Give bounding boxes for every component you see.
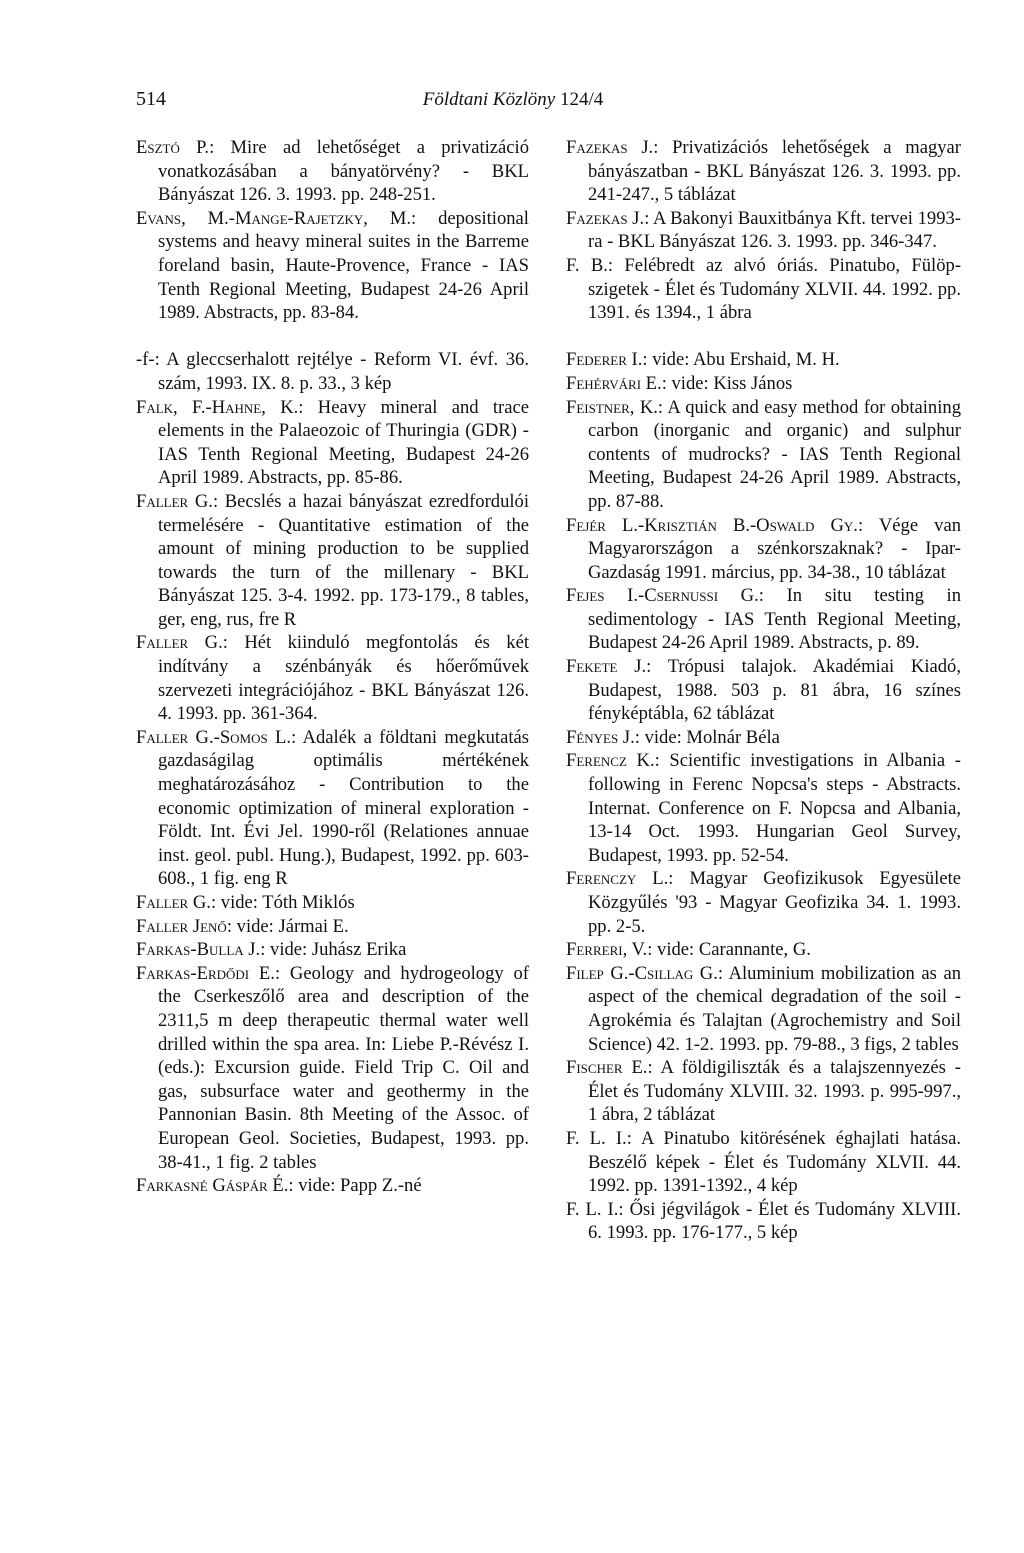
entry-text: : Scientific investigations in Albania - following in Ferenc Nopcsa's steps - Abstracts. Internat. Conference on F. Nopcsa and Albania, 13-14 Oct. 1993. Hungarian Geol Survey, Budapest, 1993. pp. 52-54. [588,750,961,866]
entry-text: -f-: A gleccserhalott rejtélye - Reform VI. évf. 36. szám, 1993. IX. 8. p. 33., 3 kép [136,349,529,394]
entry-author: Farkas-Bulla J. [136,939,261,961]
entry-author: F. B. [566,254,608,276]
bibliography-entry [136,136,529,207]
bibliography-entry [566,372,961,396]
entry-author: Fazekas J. [566,207,645,229]
entry-author: Farkas-Erdődi E. [136,962,275,984]
entry-text: : Hét kiinduló megfontolás és két indítvány a szénbányák és hőerőművek szervezeti integrációjához - BKL Bányászat 126. 4. 1993. pp. 361-364. [158,632,529,725]
entry-author: Evans, M.-Mange-Rajetzky, M. [136,207,412,229]
entry-author: Federer I. [566,349,643,371]
entry-author: Fejér L.-Krisztián B.-Oswald Gy. [566,514,858,536]
bibliography-entry [566,584,961,655]
entry-author: Faller G. [136,490,213,512]
bibliography-entry [566,396,961,514]
entry-text: : In situ testing in sedimentology - IAS Tenth Regional Meeting, Budapest 24-26 April 1989. Abstracts, p. 89. [588,585,961,654]
entry-author: Faller G. [136,632,223,654]
entry-author: Fejes I.-Csernussi G. [566,585,759,607]
entry-text: : Mire ad lehetőséget a privatizáció vonatkozásában a bányatörvény? - BKL Bányászat 126. 3. 1993. pp. 248-251. [158,137,530,206]
bibliography-entry [566,254,961,325]
bibliography-entry [136,726,529,891]
entry-author: Fischer E. [566,1057,648,1079]
entry-text: : vide: Juhász Erika [260,939,407,961]
entry-author: Fazekas J. [566,137,654,158]
entry-author: Ferreri, V. [566,939,648,961]
bibliography-entry [566,1056,961,1127]
bibliography-entry [136,490,529,632]
right-column [566,136,961,1245]
entry-text: : vide: Papp Z.-né [288,1175,422,1197]
entry-author: Fehérvári E. [566,372,662,394]
entry-author: F. L. I. [566,1127,627,1149]
bibliography-entry [136,1174,529,1198]
entry-author: Fekete J. [566,656,647,678]
bibliography-entry [566,207,961,254]
entry-text: : Becslés a hazai bányászat ezredfordulói termelésére - Quantitative estimation of the amount of mining production to be supplied towards the turn of the millenary - BKL Bányászat 125. 3-4. 1992. pp. 173-179., 8 tables, ger, eng, rus, fre R [158,490,529,630]
entry-author: Falk, F.-Hahne, K. [136,396,299,418]
bibliography-entry [136,915,529,939]
entry-author: Esztó P. [136,137,210,158]
bibliography-entry [566,1198,961,1245]
entry-text: : vide: Tóth Miklós [210,892,355,913]
journal-title: Földtani Közlöny [422,89,556,110]
entry-text: : vide: Kiss János [661,372,793,394]
journal-volume: 124/4 [559,89,604,110]
bibliography-entry [136,938,529,962]
entry-text: : Ősi jégvilágok - Élet és Tudomány XLVIII. 6. 1993. pp. 176-177., 5 kép [588,1198,961,1244]
entry-text: : Aluminium mobilization as an aspect of the chemical degradation of the soil - Agrokémia és Talajtan (Agrochemistry and Soil Science) 42. 1-2. 1993. pp. 79-88., 3 figs, 2 tables [588,962,962,1055]
entry-text: : Adalék a földtani megkutatás gazdaságilag optimális mértékének meghatározásához - Contribution to the economic optimization of mineral exploration - Földt. Int. Évi Jel. 1990-ről (Relationes annuae inst. geol. publ. Hung.), Budapest, 1992. pp. 603-608., 1 fig. eng R [158,726,529,890]
entry-text: : vide: Jármai E. [226,915,349,937]
entry-author: Faller G.-Somos L. [136,726,292,748]
entry-text: : A Bakonyi Bauxitbánya Kft. tervei 1993-ra - BKL Bányászat 126. 3. 1993. pp. 346-347. [588,207,962,253]
bibliography-entry [136,631,529,725]
bibliography-entry [566,938,961,962]
entry-author: Farkasné Gáspár É. [136,1175,289,1197]
entry-text: : vide: Carannante, G. [647,939,811,961]
entry-author: Feistner, K. [566,396,658,418]
bibliography-entry [566,749,961,867]
entry-author: Fényes J. [566,726,635,748]
entry-text: : Heavy mineral and trace elements in the Palaeozoic of Thuringia (GDR) - IAS Tenth Regional Meeting, Budapest 24-26 April 1989. Abstracts, pp. 85-86. [158,396,529,489]
entry-text: : Vége van Magyarországon a szénkorszaknak? - Ipar-Gazdaság 1991. március, pp. 34-38., 10 táblázat [588,514,961,583]
entry-text: : Privatizációs lehetőségek a magyar bányászatban - BKL Bányászat 126. 3. 1993. pp. 241-247., 5 táblázat [588,137,962,206]
entry-text: : vide: Abu Ershaid, M. H. [642,349,840,371]
page-number: 514 [136,88,166,110]
bibliography-entry [566,136,961,207]
bibliography-entry [566,514,961,585]
bibliography-entry [136,962,529,1174]
entry-text: : A földigiliszták és a talajszennyezés - Élet és Tudomány XLVIII. 32. 1993. p. 995-997., 1 ábra, 2 táblázat [588,1057,961,1126]
entry-text: : Geology and hydrogeology of the Cserkeszőlő area and description of the 2311,5 m deep therapeutic thermal water well drilled within the spa area. In: Liebe P.-Révész I.(eds.): Excursion guide. Field Trip C. Oil and gas, subsurface water and geothermy in the Pannonian Basin. 8th Meeting of the Assoc. of European Geol. Societies, Budapest, 1993. pp. 38-41., 1 fig. 2 tables [158,962,529,1173]
page-header [136,88,890,118]
bibliography-entry [566,348,961,372]
entry-text: : Felébredt az alvó óriás. Pinatubo, Fülöp-szigetek - Élet és Tudomány XLVII. 44. 1992. pp. 1391. és 1394., 1 ábra [588,254,962,324]
bibliography-entry [566,655,961,726]
left-column [136,136,529,1198]
entry-text: : vide: Molnár Béla [634,726,780,748]
bibliography-entry [136,396,529,490]
entry-author: Ferencz K. [566,750,655,772]
bibliography-entry [136,348,529,395]
entry-text: : A Pinatubo kitörésének éghajlati hatása. Beszélő képek - Élet és Tudomány XLVII. 44. 1992. pp. 1391-1392., 4 kép [588,1127,961,1197]
entry-author: Ferenczy L. [566,868,669,890]
entry-text: : depositional systems and heavy mineral suites in the Barreme foreland basin, Haute-Provence, France - IAS Tenth Regional Meeting, Budapest 24-26 April 1989. Abstracts, pp. 83-84. [158,207,529,324]
entry-text: : Magyar Geofizikusok Egyesülete Közgyűlés '93 - Magyar Geofizika 34. 1. 1993. pp. 2-5. [588,868,961,937]
bibliography-entry [136,207,529,325]
bibliography-entry [136,891,529,915]
running-title [136,89,890,111]
bibliography-entry [566,726,961,750]
entry-author: Faller G. [136,892,211,913]
bibliography-entry [566,962,961,1056]
entry-author: F. L. I. [566,1198,619,1220]
bibliography-entry [566,1127,961,1198]
entry-text: : Trópusi talajok. Akadémiai Kiadó, Budapest, 1988. 503 p. 81 ábra, 16 színes fényképtábla, 62 táblázat [588,656,961,725]
bibliography-entry [566,867,961,938]
entry-text: : A quick and easy method for obtaining carbon (inorganic and organic) and sulphur contents of mudrocks? - IAS Tenth Regional Meeting, Budapest 24-26 April 1989. Abstracts, pp. 87-88. [588,396,961,512]
entry-author: Faller Jenő [136,915,227,937]
entry-author: Filep G.-Csillag G. [566,962,718,984]
